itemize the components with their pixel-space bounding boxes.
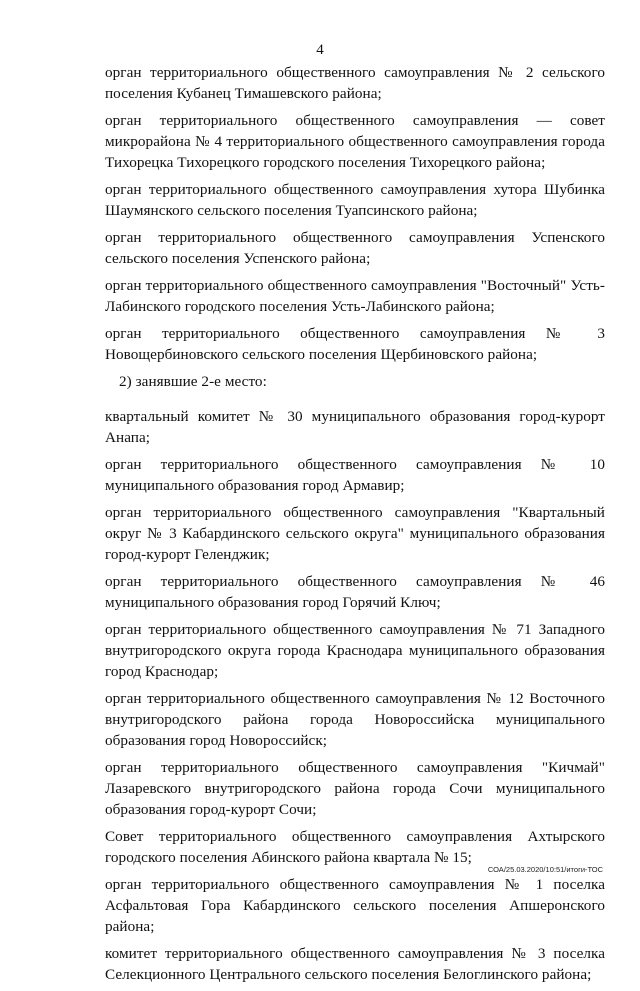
paragraph-top-1: орган территориального общественного самоуправления № 2 сельского поселения Кубанец Тимашевского района; (105, 64, 605, 102)
page-number: 4 (316, 42, 324, 58)
paragraph-bottom-10: комитет территориального общественного самоуправления № 3 поселка Селекционного Центрального сельского поселения Белоглинского района; (105, 945, 605, 983)
paragraph-bottom-3: орган территориального общественного самоуправления "Квартальный округ № 3 Кабардинского сельского округа" муниципального образования город-курорт Геленджик; (105, 504, 605, 563)
paragraph-top-3: орган территориального общественного самоуправления хутора Шубинка Шаумянского сельского поселения Туапсинского района; (105, 181, 605, 219)
document-footer-code: СОА/25.03.2020/10:51/итоги-ТОС (487, 865, 603, 874)
paragraph-bottom-9: орган территориального общественного самоуправления № 1 поселка Асфальтовая Гора Кабардинского сельского поселения Апшеронского района; (105, 876, 605, 935)
paragraph-top-4: орган территориального общественного самоуправления Успенского сельского поселения Успенского района; (105, 229, 605, 267)
paragraph-top-5: орган территориального общественного самоуправления "Восточный" Усть-Лабинского городского поселения Усть-Лабинского района; (105, 277, 605, 315)
paragraph-bottom-5: орган территориального общественного самоуправления № 71 Западного внутригородского округа города Краснодара муниципального образования город Краснодар; (105, 621, 605, 680)
paragraph-top-6: орган территориального общественного самоуправления № 3 Новощербиновского сельского поселения Щербиновского района; (105, 325, 605, 363)
paragraph-bottom-4: орган территориального общественного самоуправления № 46 муниципального образования город Горячий Ключ; (105, 573, 605, 611)
paragraph-bottom-6: орган территориального общественного самоуправления № 12 Восточного внутригородского района города Новороссийска муниципального образования город Новороссийск; (105, 690, 605, 749)
paragraph-bottom-7: орган территориального общественного самоуправления "Кичмай" Лазаревского внутригородского района города Сочи муниципального образования город-курорт Сочи; (105, 759, 605, 818)
paragraph-bottom-2: орган территориального общественного самоуправления № 10 муниципального образования город Армавир; (105, 456, 605, 494)
paragraph-bottom-1: квартальный комитет № 30 муниципального образования город-курорт Анапа; (105, 408, 605, 446)
document-body (105, 62, 605, 991)
paragraph-top-2: орган территориального общественного самоуправления — совет микрорайона № 4 территориального общественного самоуправления города Тихорецка Тихорецкого городского поселения Тихорецкого района; (105, 112, 605, 171)
paragraph-bottom-8: Совет территориального общественного самоуправления Ахтырского городского поселения Абинского района квартала № 15; (105, 828, 605, 866)
section-heading: 2) занявшие 2-е место: (119, 373, 267, 390)
